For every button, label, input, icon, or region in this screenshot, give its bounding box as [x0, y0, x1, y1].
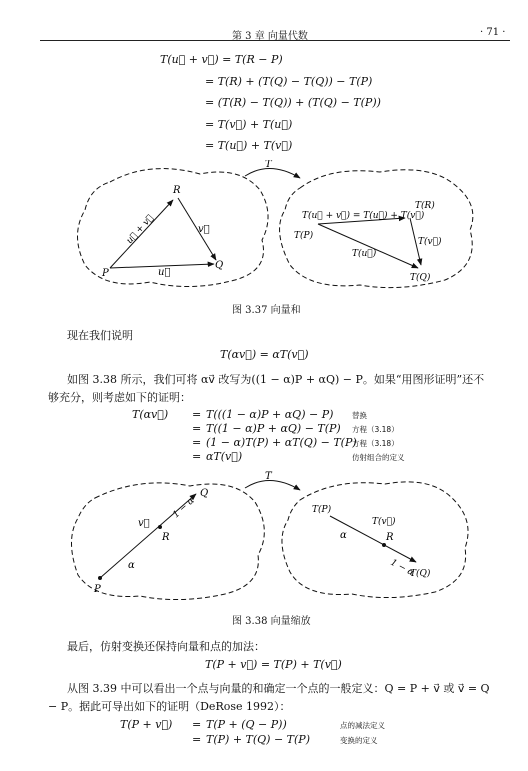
- fig38-Tv: T(v⃗): [372, 517, 396, 527]
- fig38-a: α: [128, 560, 135, 571]
- page-number: · 71 ·: [480, 27, 506, 38]
- proof1-rhs-2: T((1 − α)P + αQ) − T(P): [206, 422, 341, 435]
- fig38-TP: T(P): [312, 505, 332, 515]
- proof1-lhs: T(αv⃗): [132, 408, 169, 421]
- fig37-TQ: T(Q): [410, 273, 431, 283]
- eq1-line-5: = T(u⃗) + T(v⃗): [205, 139, 293, 152]
- chapter-header: 第 3 章 向量代数: [232, 31, 308, 42]
- fig37-Tuv: T(u⃗ + v⃗) = T(u⃗) + T(v⃗): [302, 211, 425, 221]
- fig37-Tu: T(u⃗): [352, 249, 377, 259]
- figure-3-38-caption: 图 3.38 向量缩放: [232, 616, 311, 627]
- para-2-line-2: 够充分，则考虑如下的证明：: [48, 391, 191, 404]
- fig38-P: P: [94, 584, 101, 595]
- fig37-TP: T(P): [294, 231, 314, 241]
- figure-3-37: [0, 160, 528, 295]
- fig38-TQ: T(Q): [410, 569, 431, 579]
- proof1-eq-1: =: [192, 408, 202, 421]
- fig38-T-label: T: [265, 471, 272, 482]
- eq1-line-3: = (T(R) − T(Q)) + (T(Q) − T(P)): [205, 96, 381, 109]
- eq3: T(P + v⃗) = T(P) + T(v⃗): [205, 658, 342, 671]
- proof1-rhs-3: (1 − α)T(P) + αT(Q) − T(P): [206, 436, 357, 449]
- fig38-R-right: R: [386, 532, 394, 543]
- header-rule: [40, 40, 510, 41]
- para-1: 现在我们说明: [67, 329, 133, 342]
- proof1-note-2: 方程（3.18）: [352, 425, 399, 434]
- para-2-line-1: 如图 3.38 所示，我们可将 αv⃗ 改写为((1 − α)P + αQ) − P。如果“用图形证明”还不: [67, 373, 485, 386]
- proof2-eq-1: =: [192, 718, 202, 731]
- proof1-eq-4: =: [192, 450, 202, 463]
- fig37-v: v⃗: [198, 224, 210, 235]
- figure-3-38: [0, 470, 528, 605]
- transform-arrow: [245, 168, 300, 178]
- proof1-note-3: 方程（3.18）: [352, 439, 399, 448]
- eq1-line-2: = T(R) + (T(Q) − T(Q)) − T(P): [205, 75, 373, 88]
- proof2-rhs-1: T(P + (Q − P)): [206, 718, 287, 731]
- fig37-P: P: [102, 268, 109, 279]
- proof1-note-4: 仿射组合的定义: [352, 453, 405, 462]
- proof2-rhs-2: T(P) + T(Q) − T(P): [206, 733, 311, 746]
- proof2-note-2: 变换的定义: [340, 736, 378, 745]
- proof1-rhs-4: αT(v⃗): [206, 450, 243, 463]
- eq1-line-1: T(u⃗ + v⃗) = T(R − P): [160, 53, 283, 66]
- para-4-line-2: − P。据此可导出如下的证明（DeRose 1992）：: [48, 700, 291, 713]
- eq2: T(αv⃗) = αT(v⃗): [220, 348, 309, 361]
- fig38-R: R: [162, 532, 170, 543]
- fig37-T-label: T: [265, 160, 272, 170]
- proof1-note-1: 替换: [352, 411, 367, 420]
- right-cloud: [280, 170, 473, 288]
- proof1-eq-2: =: [192, 422, 202, 435]
- fig37-u: u⃗: [158, 267, 171, 278]
- fig37-TR: T(R): [415, 201, 435, 211]
- fig37-R: R: [173, 185, 181, 196]
- figure-3-37-caption: 图 3.37 向量和: [232, 305, 301, 316]
- fig38-Q: Q: [200, 488, 209, 499]
- para-4-line-1: 从图 3.39 中可以看出一个点与向量的和确定一个点的一般定义：Q = P + v⃗ 或 v⃗ = Q: [67, 682, 490, 695]
- proof1-rhs-1: T(((1 − α)P + αQ) − P): [206, 408, 334, 421]
- fig37-Q: Q: [215, 260, 224, 271]
- fig38-a-right: α: [340, 530, 347, 541]
- proof2-eq-2: =: [192, 733, 202, 746]
- proof1-eq-3: =: [192, 436, 202, 449]
- para-3: 最后，仿射变换还保持向量和点的加法：: [67, 640, 265, 653]
- fig37-Tv: T(v⃗): [418, 237, 442, 247]
- fig38-one-minus-a-right: 1 − α: [388, 557, 416, 579]
- transform-arrow-2: [245, 480, 300, 490]
- fig37-uv: u⃗ + v⃗: [124, 213, 156, 247]
- fig38-one-minus-a: 1 − α: [171, 496, 197, 521]
- proof2-lhs: T(P + v⃗): [120, 718, 173, 731]
- fig38-v: v⃗: [138, 518, 150, 529]
- proof2-note-1: 点的减法定义: [340, 721, 385, 730]
- eq1-line-4: = T(v⃗) + T(u⃗): [205, 118, 293, 131]
